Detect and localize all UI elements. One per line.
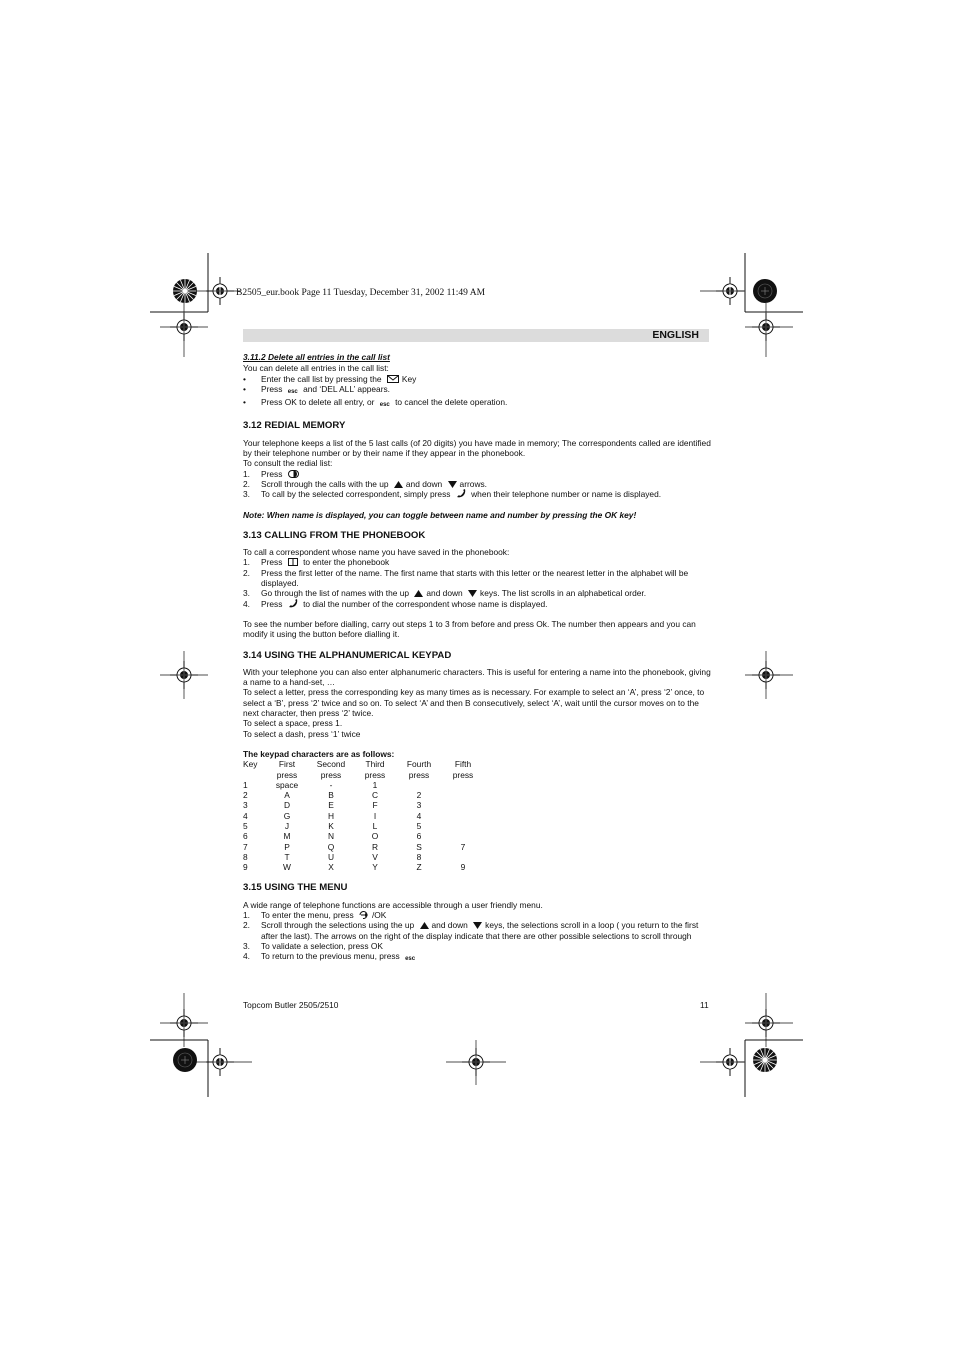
table-cell: Z	[416, 862, 422, 873]
table-cell	[441, 790, 485, 800]
table-cell: S	[416, 841, 422, 852]
list-item: • Enter the call list by pressing the Key	[243, 373, 417, 384]
table-row	[243, 811, 485, 821]
paragraph: To see the number before dialling, carry out steps 1 to 3 from before and press Ok. The number then appears and you can modify it using the button before dialling it.	[243, 618, 696, 640]
note: Note: When name is displayed, you can toggle between name and number by pressing the OK key!	[243, 509, 637, 520]
table-cell	[441, 831, 485, 841]
list-item: • Press OK to delete all entry, or esc to cancel the delete operation.	[243, 397, 711, 410]
table-cell: space	[275, 779, 299, 790]
table-cell: 9	[460, 862, 466, 873]
table-cell	[441, 800, 485, 810]
table-cell: 6	[416, 831, 422, 842]
book-file-info: B2505_eur.book Page 11 Tuesday, December 31, 2002 11:49 AM	[236, 288, 486, 298]
table-cell: C	[371, 790, 379, 801]
table-row	[243, 842, 485, 852]
up-arrow-icon	[394, 481, 403, 488]
paragraph: With your telephone you can also enter alphanumeric characters. This is useful for entering a name into the phonebook, giving a name to a hand-set, …	[243, 666, 711, 688]
paragraph: To select a dash, press ‘1’ twice	[243, 728, 361, 739]
table-cell: 4	[416, 810, 422, 821]
table-cell: H	[327, 810, 335, 821]
section-title-3-15: 3.15 USING THE MENU	[243, 882, 348, 894]
phone-handset-icon	[456, 489, 466, 498]
table-row	[243, 821, 485, 831]
table-header-cell: press	[408, 769, 430, 780]
table-row	[243, 790, 485, 800]
table-cell	[441, 811, 485, 821]
paragraph: To call a correspondent whose name you have saved in the phonebook:	[243, 547, 510, 558]
table-cell: 7	[243, 841, 248, 852]
paragraph: Your telephone keeps a list of the 5 last calls (of 20 digits) you have made in memory; The correspondents called are identified by their telephone number or by their name if they appear in the phonebook.	[243, 437, 711, 459]
table-cell: N	[327, 831, 335, 842]
list-item: 2. Scroll through the calls with the up and down arrows.	[243, 478, 488, 489]
table-cell: Q	[327, 841, 335, 852]
table-header-cell: Fourth	[406, 759, 432, 770]
list-item: 3. To validate a selection, press OK	[243, 940, 383, 951]
table-cell: M	[283, 831, 291, 842]
esc-c-key-icon: esc	[287, 388, 298, 395]
table-row	[243, 862, 485, 872]
list-item: 1. Press	[243, 469, 711, 479]
table-cell: 2	[416, 790, 422, 801]
list-item: 2. Press the first letter of the name. The first name that starts with this letter or the nearest letter in the alphabet will be displayed.	[243, 567, 689, 589]
table-header-row	[243, 770, 485, 780]
paragraph: To select a letter, press the corresponding key as many times as is necessary. For example to select an ‘A’, press ‘2’ once, to select a ‘B’, press ‘2’ twice and so on. To select ‘A’ and then B consecutively, select ‘A’, wait until the cursor moves on to the next character, then press ‘2’ twice.	[243, 687, 705, 719]
bullet: •	[243, 383, 246, 394]
table-cell: K	[328, 820, 334, 831]
list-item: 3. To call by the selected correspondent, simply press when their telephone number or name is displayed.	[243, 489, 662, 500]
table-cell: 1	[243, 779, 248, 790]
table-header-cell	[243, 770, 265, 780]
table-header-cell: press	[452, 769, 474, 780]
table-cell: 5	[243, 820, 248, 831]
paragraph: To select a space, press 1.	[243, 718, 343, 729]
list-item: 1. To enter the menu, press /OK	[243, 910, 387, 921]
table-row	[243, 780, 485, 790]
list-item: 2. Scroll through the selections using the up and down keys, the selections scroll in a loop ( you return to the first after the last). The arrows on the right of the display indicate that there are other possible selections to scroll through	[243, 920, 699, 941]
table-cell: 8	[243, 851, 248, 862]
manual-page-content	[243, 352, 711, 965]
table-cell: I	[373, 810, 377, 821]
up-arrow-icon	[414, 590, 423, 597]
list-item: 1. Press to enter the phonebook	[243, 557, 390, 568]
esc-c-key-icon: esc	[379, 402, 390, 409]
table-cell: G	[283, 810, 291, 821]
table-cell: 3	[243, 800, 248, 811]
table-header-cell: press	[364, 769, 386, 780]
bullet: •	[243, 373, 246, 384]
language-header-bar	[243, 329, 709, 342]
phonebook-icon	[288, 558, 298, 566]
table-cell: -	[329, 779, 333, 790]
table-cell: X	[328, 862, 334, 873]
table-cell: B	[328, 790, 334, 801]
table-cell	[397, 780, 441, 790]
table-cell	[441, 852, 485, 862]
table-cell: 4	[243, 810, 248, 821]
up-arrow-icon	[420, 922, 429, 929]
table-cell	[441, 780, 485, 790]
table-row	[243, 800, 485, 810]
section-title-3-14: 3.14 USING THE ALPHANUMERICAL KEYPAD	[243, 649, 452, 661]
footer-page-number: 11	[700, 1000, 709, 1010]
paragraph: You can delete all entries in the call list:	[243, 363, 389, 374]
down-arrow-icon	[448, 481, 457, 488]
section-title-3-13: 3.13 CALLING FROM THE PHONEBOOK	[243, 529, 426, 541]
table-cell: F	[372, 800, 378, 811]
footer-product-name: Topcom Butler 2505/2510	[243, 1000, 339, 1010]
redial-key-icon	[288, 470, 299, 478]
list-item: • Press esc and ‘DEL ALL’ appears.	[243, 384, 711, 397]
subsection-title-3-11-2: 3.11.2 Delete all entries in the call list	[243, 352, 390, 362]
table-cell: J	[284, 820, 290, 831]
list-item: 4. Press to dial the number of the correspondent whose name is displayed.	[243, 598, 548, 609]
table-cell: 9	[243, 862, 248, 873]
table-header-cell: Fifth	[454, 759, 472, 770]
list-item: 4. To return to the previous menu, press esc	[243, 951, 711, 964]
paragraph: To consult the redial list:	[243, 458, 333, 469]
down-arrow-icon	[468, 590, 477, 597]
table-cell: 6	[243, 831, 248, 842]
table-cell	[441, 821, 485, 831]
table-row	[243, 831, 485, 841]
keypad-table-title: The keypad characters are as follows:	[243, 748, 395, 759]
section-title-3-12: 3.12 REDIAL MEMORY	[243, 420, 346, 432]
table-cell: P	[284, 841, 290, 852]
table-cell: 1	[372, 779, 378, 790]
table-header-cell: First	[278, 759, 296, 770]
table-cell: O	[371, 831, 379, 842]
table-cell: R	[371, 841, 379, 852]
envelope-icon	[387, 375, 399, 383]
table-header-cell: Third	[365, 759, 385, 770]
table-cell: W	[283, 862, 291, 873]
table-cell: U	[327, 851, 335, 862]
table-cell: 8	[416, 851, 422, 862]
table-header-cell: Key	[243, 759, 258, 770]
esc-c-key-icon: esc	[405, 956, 416, 963]
table-cell: 5	[416, 820, 422, 831]
menu-key-icon	[359, 911, 369, 919]
table-cell: D	[283, 800, 291, 811]
table-cell: 7	[460, 841, 466, 852]
table-cell: E	[328, 800, 334, 811]
table-header-cell: Second	[316, 759, 346, 770]
language-label: ENGLISH	[652, 329, 699, 341]
table-cell: T	[284, 851, 290, 862]
bullet: •	[243, 397, 246, 408]
table-cell: V	[372, 851, 378, 862]
table-header-row	[243, 759, 485, 769]
table-row	[243, 852, 485, 862]
down-arrow-icon	[473, 922, 482, 929]
table-cell: 3	[416, 800, 422, 811]
table-cell: L	[372, 820, 378, 831]
table-cell: 2	[243, 790, 248, 801]
table-header-cell: press	[276, 769, 298, 780]
paragraph: A wide range of telephone functions are accessible through a user friendly menu.	[243, 899, 543, 910]
keypad-characters-table	[243, 759, 485, 872]
phone-handset-icon	[288, 599, 298, 608]
list-item: 3. Go through the list of names with the up and down keys. The list scrolls in an alphabetical order.	[243, 588, 647, 599]
table-cell: Y	[372, 862, 378, 873]
table-header-cell: press	[320, 769, 342, 780]
table-cell: A	[284, 790, 290, 801]
